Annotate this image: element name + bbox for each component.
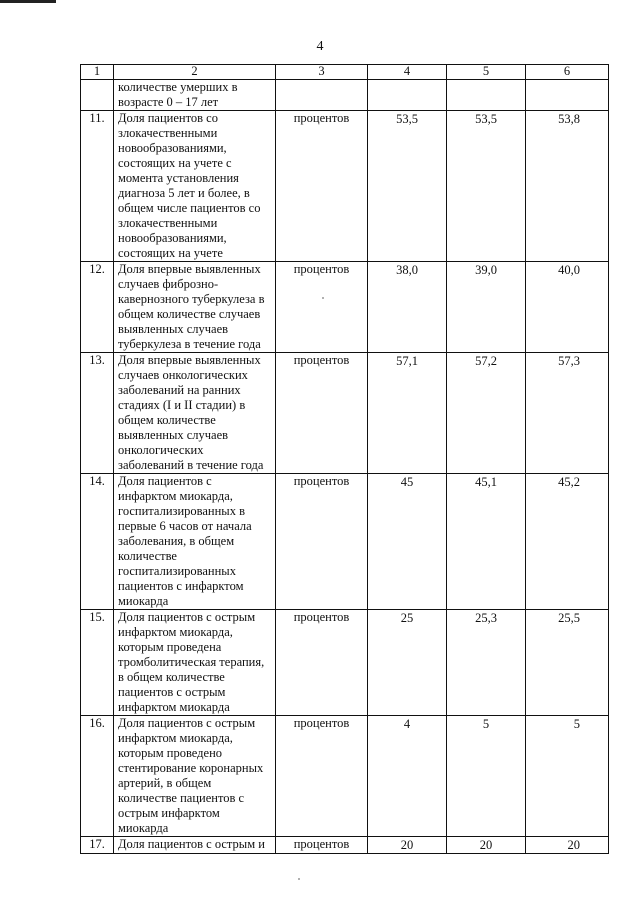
header-cell-2: 2 [114, 65, 276, 80]
indicator-name-line: заболевания, в общем [118, 534, 235, 548]
value-col6: 53,8 [526, 111, 609, 262]
indicator-name-line: злокачественными [118, 216, 218, 230]
value-col6: 5 [526, 716, 609, 837]
unit-cell: процентов [276, 474, 368, 610]
row-number [81, 80, 114, 111]
value-col6: 57,3 [526, 353, 609, 474]
row-number: 14. [81, 474, 114, 610]
indicator-name-line: в общем количестве [118, 670, 225, 684]
indicator-name [114, 837, 276, 854]
indicator-name-line: инфарктом миокарда, [118, 625, 233, 639]
table-row [81, 111, 609, 262]
unit-cell [276, 80, 368, 111]
unit-cell: процентов [276, 610, 368, 716]
indicator-name [114, 111, 276, 262]
indicator-name-line: миокарда [118, 821, 169, 835]
indicator-name-line: онкологических [118, 443, 204, 457]
unit-cell: процентов [276, 262, 368, 353]
row-number: 13. [81, 353, 114, 474]
indicator-name-line: Доля впервые выявленных [118, 262, 261, 276]
indicator-name-line: госпитализированных в [118, 504, 245, 518]
value-col5: 57,2 [447, 353, 526, 474]
indicator-name-line: туберкулеза в течение года [118, 337, 261, 351]
value-col5: 25,3 [447, 610, 526, 716]
indicator-name-line: Доля впервые выявленных [118, 353, 261, 367]
indicator-name-line: количестве [118, 549, 177, 563]
unit-cell: процентов [276, 353, 368, 474]
indicator-name [114, 474, 276, 610]
indicator-name-line: выявленных случаев [118, 428, 229, 442]
header-cell-1: 1 [81, 65, 114, 80]
indicator-name [114, 353, 276, 474]
indicator-name-line: количестве пациентов с [118, 791, 245, 805]
indicator-name [114, 716, 276, 837]
row-number: 12. [81, 262, 114, 353]
indicator-name-line: которым проведена [118, 640, 222, 654]
table-row [81, 262, 609, 353]
unit-cell: процентов [276, 837, 368, 854]
indicator-name-line: общем количестве случаев [118, 307, 261, 321]
indicator-name-line: случаев онкологических [118, 368, 248, 382]
indicator-name-line: которым проведено [118, 746, 223, 760]
page-number: 4 [316, 39, 324, 54]
value-col5: 53,5 [447, 111, 526, 262]
corner-mark [0, 0, 56, 3]
indicator-name-line: тромболитическая терапия, [118, 655, 265, 669]
indicator-name-line: новообразованиями, [118, 141, 227, 155]
indicator-name-line: пациентов с инфарктом [118, 579, 244, 593]
indicator-name-line: злокачественными [118, 126, 218, 140]
indicator-name-line: состоящих на учете [118, 246, 223, 260]
row-number: 11. [81, 111, 114, 262]
indicator-name-line: заболеваний на ранних [118, 383, 241, 397]
value-col4: 38,0 [368, 262, 447, 353]
indicator-name-line: новообразованиями, [118, 231, 227, 245]
value-col6: 45,2 [526, 474, 609, 610]
value-col6: 20 [526, 837, 609, 854]
indicator-name-line: Доля пациентов с острым [118, 610, 256, 624]
row-number: 17. [81, 837, 114, 854]
indicator-name-line: кавернозного туберкулеза в [118, 292, 265, 306]
indicator-name-line: Доля пациентов с [118, 474, 212, 488]
indicator-name-line: количестве умерших в [118, 80, 238, 94]
table-row [81, 80, 609, 111]
indicator-name-line: стентирование коронарных [118, 761, 264, 775]
indicator-name-line: общем количестве [118, 413, 216, 427]
value-col4: 4 [368, 716, 447, 837]
indicator-name-line: случаев фиброзно- [118, 277, 219, 291]
indicator-name-line: выявленных случаев [118, 322, 229, 336]
value-col5: 5 [447, 716, 526, 837]
value-col4: 25 [368, 610, 447, 716]
table-row [81, 474, 609, 610]
header-cell-6: 6 [526, 65, 609, 80]
indicator-name-line: заболеваний в течение года [118, 458, 264, 472]
indicator-name-line: момента установления [118, 171, 239, 185]
indicator-name-line: Доля пациентов с острым [118, 716, 256, 730]
header-cell-4: 4 [368, 65, 447, 80]
indicator-name-line: Доля пациентов с острым и [118, 837, 265, 851]
value-col6: 40,0 [526, 262, 609, 353]
unit-cell: процентов [276, 716, 368, 837]
header-cell-5: 5 [447, 65, 526, 80]
indicator-name-line: инфарктом миокарда, [118, 489, 233, 503]
indicator-name-line: стадиях (I и II стадии) в [118, 398, 246, 412]
value-col5: 45,1 [447, 474, 526, 610]
value-col5: 20 [447, 837, 526, 854]
unit-cell: процентов [276, 111, 368, 262]
indicator-name [114, 610, 276, 716]
value-col4: 45 [368, 474, 447, 610]
value-col4: 20 [368, 837, 447, 854]
indicator-name-line: миокарда [118, 594, 169, 608]
table-row [81, 837, 609, 854]
table-body [81, 65, 609, 854]
value-col4: 53,5 [368, 111, 447, 262]
indicator-name-line: артерий, в общем [118, 776, 212, 790]
table-row [81, 353, 609, 474]
scan-speck [298, 878, 300, 880]
indicator-name-line: острым инфарктом [118, 806, 220, 820]
indicator-name-line: Доля пациентов со [118, 111, 218, 125]
scan-speck [322, 297, 324, 299]
value-col5: 39,0 [447, 262, 526, 353]
indicator-name [114, 80, 276, 111]
indicator-name [114, 262, 276, 353]
table-row [81, 716, 609, 837]
indicator-name-line: общем числе пациентов со [118, 201, 261, 215]
indicator-name-line: пациентов с острым [118, 685, 226, 699]
indicator-name-line: состоящих на учете с [118, 156, 232, 170]
value-col4: 57,1 [368, 353, 447, 474]
indicator-name-line: инфарктом миокарда, [118, 731, 233, 745]
value-col6 [526, 80, 609, 111]
indicator-name-line: инфарктом миокарда [118, 700, 230, 714]
indicator-name-line: возрасте 0 – 17 лет [118, 95, 219, 109]
value-col6: 25,5 [526, 610, 609, 716]
row-number: 15. [81, 610, 114, 716]
header-cell-3: 3 [276, 65, 368, 80]
value-col5 [447, 80, 526, 111]
value-col4 [368, 80, 447, 111]
indicator-name-line: госпитализированных [118, 564, 236, 578]
row-number: 16. [81, 716, 114, 837]
table-row [81, 610, 609, 716]
indicator-name-line: диагноза 5 лет и более, в [118, 186, 250, 200]
indicator-name-line: первые 6 часов от начала [118, 519, 252, 533]
indicators-table [80, 64, 609, 854]
header-row [81, 65, 609, 80]
